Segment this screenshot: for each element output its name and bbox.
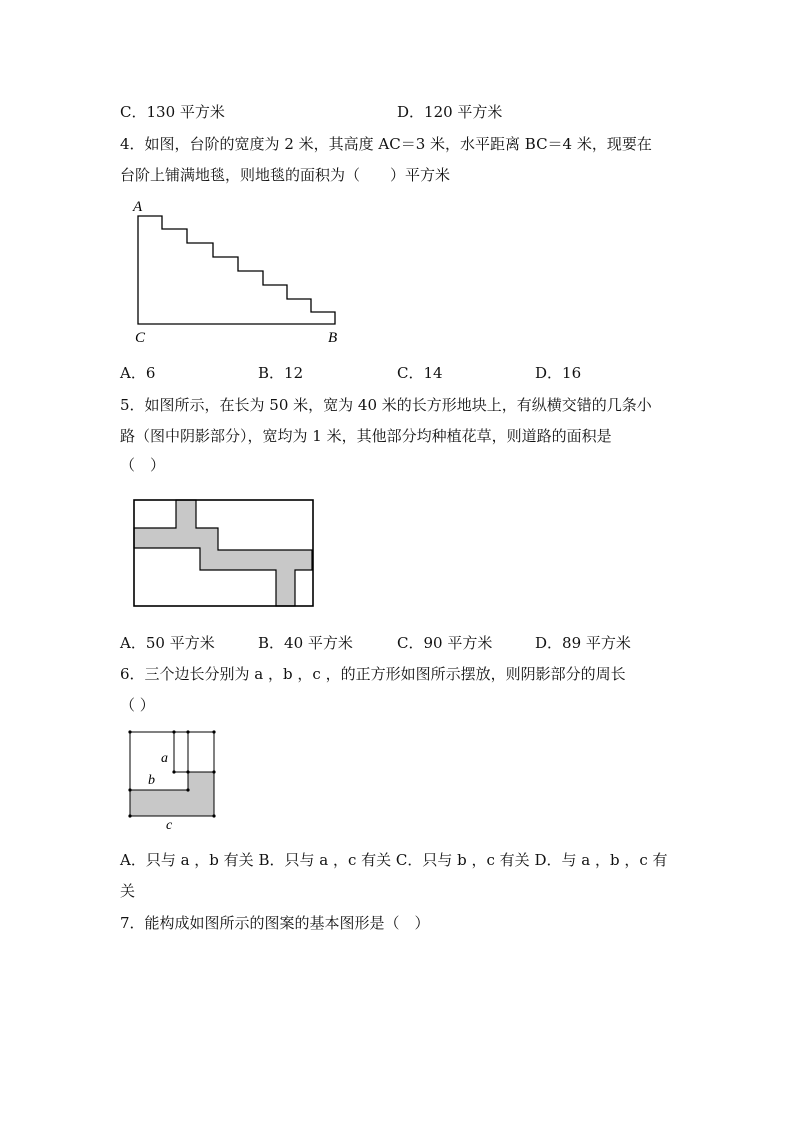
label-a: a bbox=[161, 751, 168, 766]
square-a bbox=[174, 732, 214, 772]
q6-stem-line1: 6．三个边长分别为 a ，b ，c ，的正方形如图所示摆放，则阴影部分的周长 bbox=[120, 665, 626, 683]
q4-option-a: A．6 bbox=[120, 364, 156, 382]
q3-option-c: C．130 平方米 bbox=[120, 103, 225, 121]
q5-option-b: B．40 平方米 bbox=[258, 634, 353, 652]
q4-option-c: C．14 bbox=[397, 364, 443, 382]
squares-figure bbox=[124, 726, 224, 834]
q5-stem-line2: 路（图中阴影部分），宽均为 1 米，其他部分均种植花草，则道路的面积是 bbox=[120, 427, 612, 445]
point-b-label: B bbox=[328, 330, 338, 346]
square-b bbox=[130, 732, 188, 790]
q5-option-a: A．50 平方米 bbox=[120, 634, 215, 652]
q5-option-d: D．89 平方米 bbox=[535, 634, 631, 652]
q7-stem-line1: 7．能构成如图所示的图案的基本图形是（ ） bbox=[120, 914, 430, 932]
q3-option-d: D．120 平方米 bbox=[397, 103, 503, 121]
q4-option-d: D．16 bbox=[535, 364, 582, 382]
q5-option-c: C．90 平方米 bbox=[397, 634, 493, 652]
roads-figure bbox=[130, 496, 320, 611]
label-c: c bbox=[166, 818, 173, 833]
q6-stem-line2: （ ） bbox=[120, 696, 155, 714]
point-a-label: A bbox=[133, 199, 143, 215]
road-shaded-region bbox=[134, 500, 312, 606]
q6-options-line2: 关 bbox=[120, 882, 136, 900]
q5-stem-line1: 5．如图所示，在长为 50 米，宽为 40 米的长方形地块上，有纵横交错的几条小 bbox=[120, 396, 652, 414]
q4-option-b: B．12 bbox=[258, 364, 304, 382]
label-b: b bbox=[148, 773, 155, 788]
q5-stem-line3: （ ） bbox=[120, 456, 166, 474]
q4-stem-line2: 台阶上铺满地毯，则地毯的面积为（ ）平方米 bbox=[120, 166, 451, 184]
staircase-outline bbox=[138, 216, 335, 324]
point-c-label: C bbox=[135, 330, 146, 346]
staircase-figure bbox=[130, 196, 350, 348]
q4-stem-line1: 4．如图，台阶的宽度为 2 米，其高度 AC＝3 米，水平距离 BC＝4 米，现要在 bbox=[120, 135, 652, 153]
q6-options-line1: A．只与 a ，b 有关 B．只与 a ，c 有关 C．只与 b ，c 有关 D．与 a ，b ，c 有 bbox=[120, 851, 668, 869]
shaded-region bbox=[130, 772, 214, 816]
